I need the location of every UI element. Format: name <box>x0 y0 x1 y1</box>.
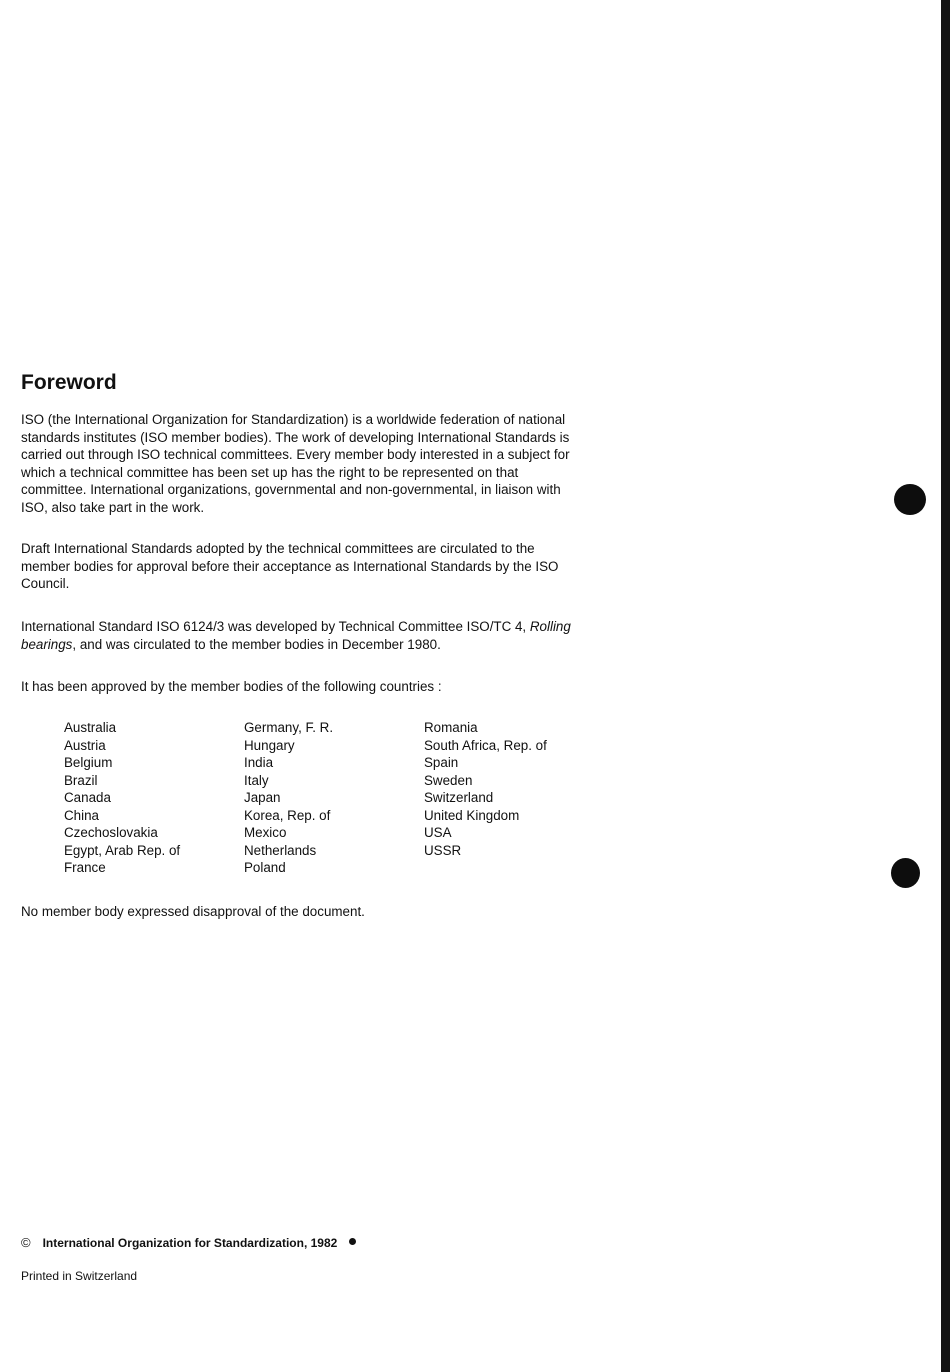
committee-title: Rolling bearings <box>21 619 571 652</box>
country-item: Austria <box>64 737 106 753</box>
country-item: South Africa, Rep. of <box>424 737 547 753</box>
scan-edge-bar <box>941 0 950 1372</box>
country-column-2 <box>244 719 414 877</box>
country-item: Australia <box>64 720 117 735</box>
country-item: USA <box>424 825 452 840</box>
standard-text-end: , and was circulated to the member bodies in December 1980. <box>72 636 441 652</box>
country-item: Japan <box>244 790 281 805</box>
country-item: Spain <box>424 755 459 770</box>
country-item: Switzerland <box>424 790 494 805</box>
punch-hole-upper <box>894 484 926 515</box>
country-item: Mexico <box>244 825 287 840</box>
country-item: Romania <box>424 720 478 735</box>
country-column-3 <box>424 719 594 859</box>
printed-location: Printed in Switzerland <box>21 1269 138 1283</box>
country-item: Sweden <box>424 772 473 788</box>
country-item: Korea, Rep. of <box>244 807 331 823</box>
country-item: Hungary <box>244 737 295 753</box>
country-item: Belgium <box>64 755 113 770</box>
page-title: Foreword <box>21 371 117 394</box>
country-item: Brazil <box>64 772 98 788</box>
country-item: Canada <box>64 790 111 805</box>
country-item: Poland <box>244 860 286 875</box>
standard-paragraph <box>21 618 581 653</box>
country-item: India <box>244 755 274 770</box>
country-item: Germany, F. R. <box>244 720 334 735</box>
country-item: Italy <box>244 772 269 788</box>
copyright-symbol: © <box>21 1235 31 1250</box>
country-column-1 <box>64 719 234 877</box>
country-item: Egypt, Arab Rep. of <box>64 842 181 858</box>
country-item: USSR <box>424 842 462 858</box>
country-item: Netherlands <box>244 842 317 858</box>
copyright-text: International Organization for Standardization, 1982 <box>42 1236 338 1250</box>
intro-paragraph: ISO (the International Organization for Standardization) is a worldwide federation of national standards institutes (ISO member bodies). The work of developing International Standards is carried out through ISO technical committees. Every member body interested in a subject for which a technical committee has been set up has the right to be represented on that committee. International organizations, governmental and non-governmental, in liaison with ISO, also take part in the work. <box>21 412 570 515</box>
country-item: France <box>64 860 106 875</box>
bullet-dot-icon <box>349 1238 356 1245</box>
disapproval-paragraph: No member body expressed disapproval of the document. <box>21 904 365 919</box>
copyright-notice <box>21 1235 356 1251</box>
standard-text-start: International Standard ISO 6124/3 was developed by Technical Committee ISO/TC 4, <box>21 619 527 634</box>
country-item: China <box>64 807 99 823</box>
drafts-paragraph: Draft International Standards adopted by the technical committees are circulated to the member bodies for approval before their acceptance as International Standards by the ISO Council. <box>21 541 559 591</box>
country-item: Czechoslovakia <box>64 825 158 840</box>
approval-paragraph: It has been approved by the member bodies of the following countries : <box>21 679 442 694</box>
punch-hole-lower <box>891 858 920 888</box>
country-item: United Kingdom <box>424 807 520 823</box>
